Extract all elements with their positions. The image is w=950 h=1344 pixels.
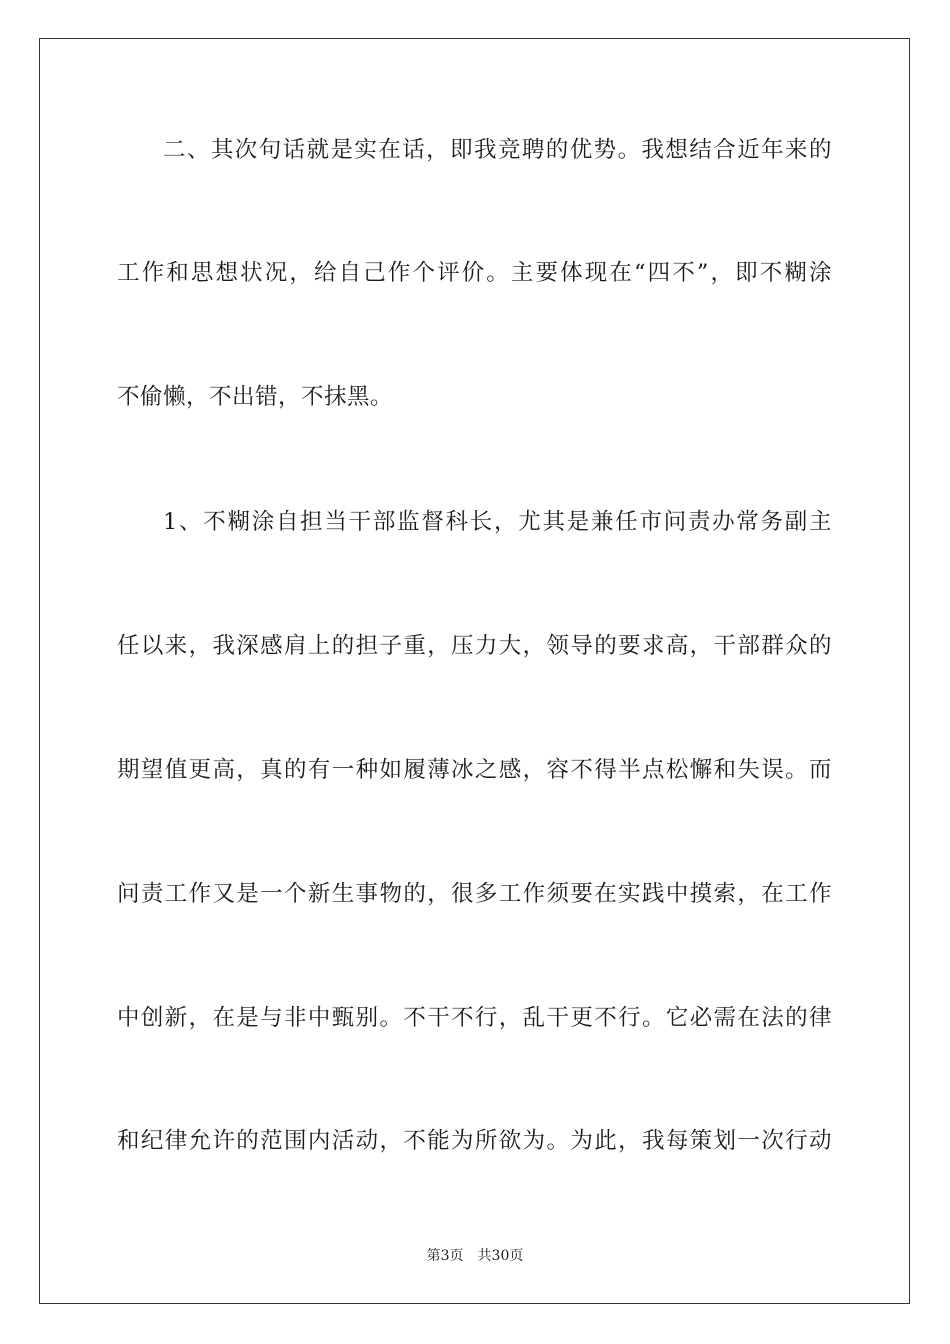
paragraph-line: 中创新，在是与非中甄别。不干不行，乱干更不行。它必需在法的律 — [117, 1005, 832, 1031]
paragraph-line: 任以来，我深感肩上的担子重，压力大，领导的要求高，干部群众的 — [117, 633, 832, 659]
page-border — [39, 38, 910, 1304]
page-footer — [0, 1246, 950, 1266]
paragraph-line: 期望值更高，真的有一种如履薄冰之感，容不得半点松懈和失误。而 — [117, 757, 832, 783]
paragraph-line: 不偷懒，不出错，不抹黑。 — [117, 384, 394, 410]
page-number: 第3页 — [426, 1248, 464, 1264]
paragraph-line: 和纪律允许的范围内活动，不能为所欲为。为此，我每策划一次行动 — [117, 1128, 832, 1154]
paragraph-line: 1、不糊涂自担当干部监督科长，尤其是兼任市问责办常务副主 — [163, 509, 832, 535]
total-pages: 共30页 — [477, 1248, 524, 1264]
paragraph-line: 二、其次句话就是实在话，即我竞聘的优势。我想结合近年来的 — [163, 137, 832, 163]
paragraph-line: 问责工作又是一个新生事物的，很多工作须要在实践中摸索，在工作 — [117, 881, 832, 907]
paragraph-line: 工作和思想状况，给自己作个评价。主要体现在“四不”，即不糊涂 — [117, 260, 832, 286]
